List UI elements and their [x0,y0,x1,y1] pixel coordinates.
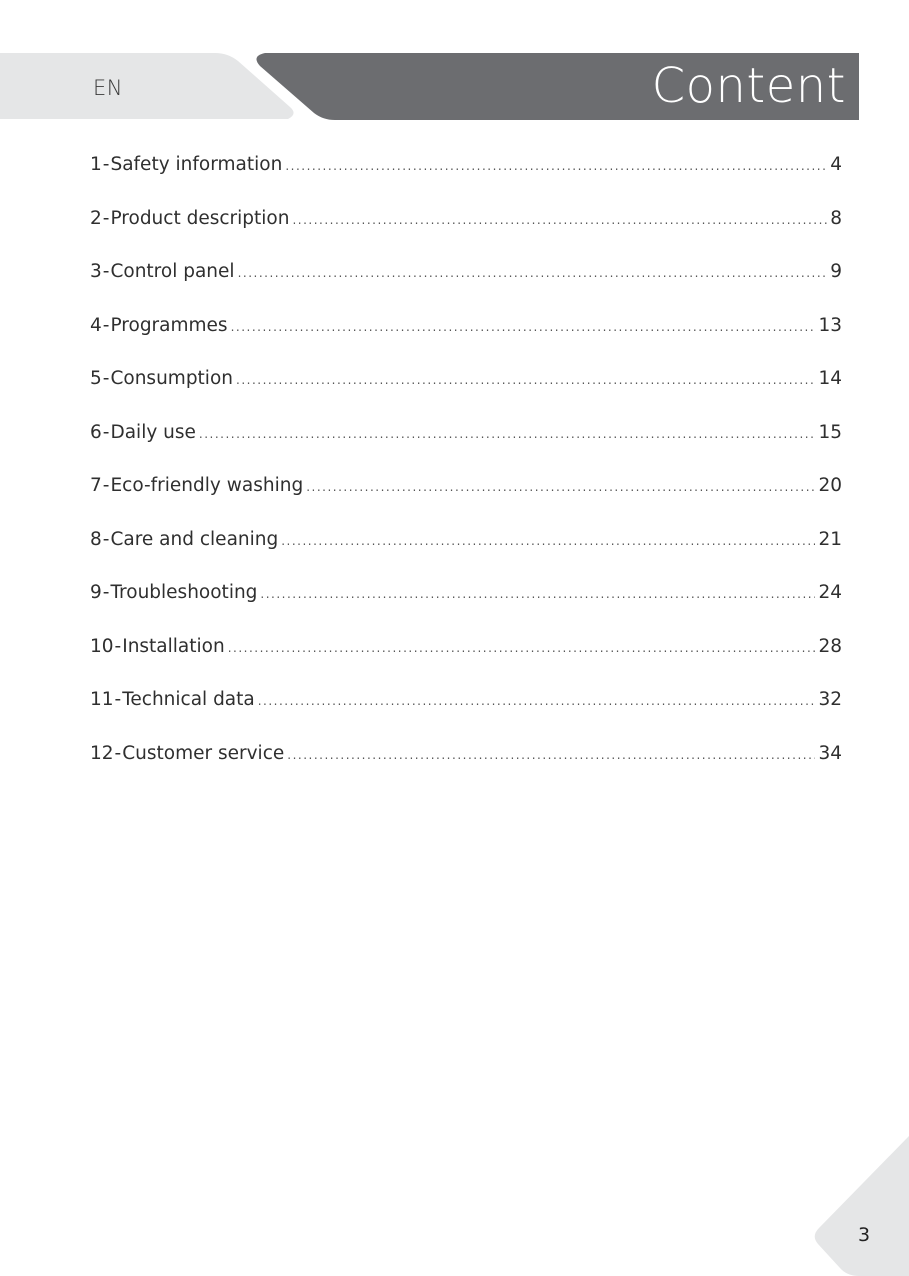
toc-separator: - [102,207,110,229]
page-number: 3 [858,1224,871,1246]
toc-entry-label: Care and cleaning [110,528,279,550]
toc-entry-page: 4 [830,154,842,175]
toc-entry-label: Technical data [122,689,255,710]
language-label: EN [93,76,123,100]
toc-entry[interactable] [90,582,842,636]
dot-leader [285,159,827,173]
toc-separator: - [102,475,110,496]
page-title: Content [651,58,846,114]
toc-entry-number: 3 [90,261,102,282]
dot-leader [238,266,828,280]
toc-entry[interactable] [90,743,842,797]
toc-entry-number: 8 [90,528,102,550]
toc-entry-number: 9 [90,582,102,603]
toc-separator: - [102,261,110,282]
language-tab-shape [0,53,294,119]
toc-entry-page: 28 [818,635,842,657]
toc-entry-page: 34 [818,742,842,764]
toc-entry-label: Programmes [110,314,228,336]
toc-entry-label: Installation [122,635,225,657]
toc-entry-page: 32 [818,689,842,710]
toc-separator: - [102,154,110,175]
toc-entry[interactable] [90,368,842,422]
toc-entry[interactable] [90,154,842,208]
toc-entry-label: Customer service [122,742,285,764]
corner-tab-shape [815,1136,909,1276]
dot-leader [258,694,816,708]
toc-entry-number: 11 [90,689,114,710]
toc-separator: - [102,528,110,550]
toc-entry[interactable] [90,422,842,476]
dot-leader [236,373,815,387]
toc-entry-label: Eco-friendly washing [110,475,304,496]
toc-entry[interactable] [90,315,842,369]
toc-entry-page: 14 [818,368,842,389]
toc-entry[interactable] [90,208,842,262]
dot-leader [228,641,816,655]
toc-entry-number: 2 [90,207,102,229]
toc-entry[interactable] [90,689,842,743]
toc-entry-number: 1 [90,154,102,175]
toc-separator: - [102,314,110,336]
toc-entry-page: 13 [818,314,842,336]
toc-entry-page: 21 [818,528,842,550]
toc-entry-page: 15 [818,421,842,443]
toc-separator: - [102,421,110,443]
dot-leader [306,480,815,494]
dot-leader [199,427,816,441]
toc-entry[interactable] [90,636,842,690]
dot-leader [292,213,827,227]
toc-entry[interactable] [90,261,842,315]
dot-leader [231,320,816,334]
toc-entry-page: 20 [818,475,842,496]
toc-entry-page: 24 [818,582,842,603]
dot-leader [260,587,815,601]
toc-entry-number: 10 [90,635,114,657]
toc-separator: - [102,582,110,603]
toc-entry-label: Troubleshooting [110,582,258,603]
toc-entry-label: Control panel [110,261,235,282]
page-corner-tab [814,1136,909,1276]
toc-entry-number: 7 [90,475,102,496]
dot-leader [281,534,815,548]
dot-leader [287,748,815,762]
toc-separator: - [114,742,122,764]
toc-entry-label: Product description [110,207,290,229]
toc-entry-page: 9 [830,261,842,282]
toc-separator: - [114,635,122,657]
table-of-contents [90,154,842,796]
toc-entry-number: 5 [90,368,102,389]
toc-entry[interactable] [90,475,842,529]
toc-entry-label: Consumption [110,368,233,389]
toc-entry-page: 8 [830,207,842,229]
toc-entry-number: 6 [90,421,102,443]
toc-entry-label: Daily use [110,421,196,443]
toc-separator: - [114,689,122,710]
toc-entry-label: Safety information [110,154,283,175]
toc-entry-number: 4 [90,314,102,336]
toc-separator: - [102,368,110,389]
toc-entry[interactable] [90,529,842,583]
toc-entry-number: 12 [90,742,114,764]
